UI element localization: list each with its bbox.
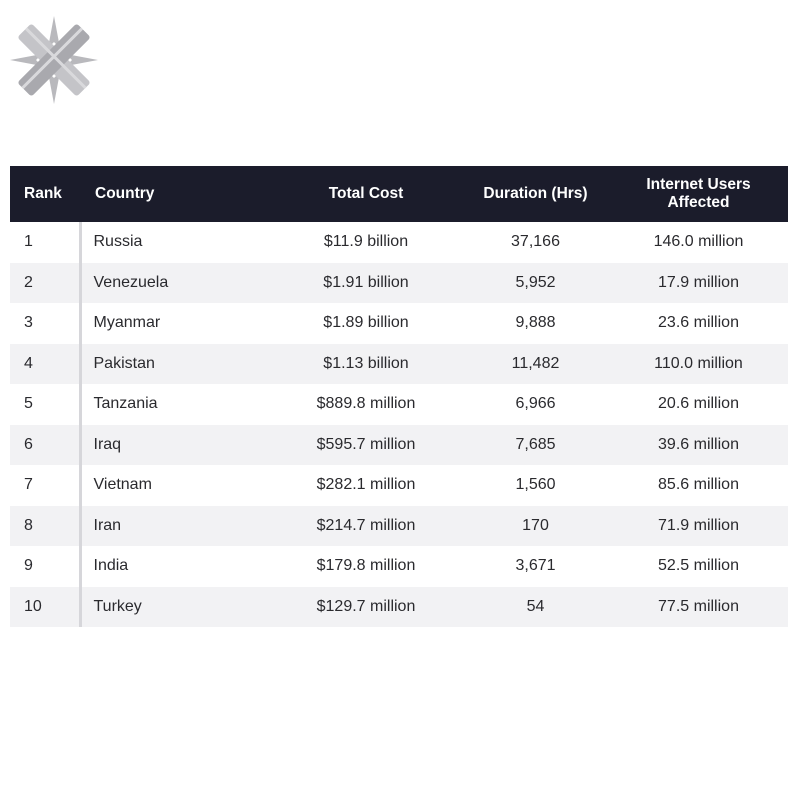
cell-total-cost: $214.7 million [316,516,416,534]
cell-rank: 10 [10,587,80,628]
table-row [10,465,788,506]
header-internet-users [609,166,788,222]
table-body [10,222,788,627]
header-rank: Rank [24,185,62,202]
cell-duration: 170 [522,516,549,534]
cell-users-affected: 39.6 million [658,435,739,453]
cell-total-cost: $179.8 million [316,557,416,575]
cell-country: Pakistan [93,354,155,372]
cell-users-affected: 77.5 million [658,597,739,615]
cell-total-cost: $1.13 billion [323,354,409,372]
cell-total-cost: $889.8 million [316,395,416,413]
cell-total-cost: $282.1 million [316,476,416,494]
cell-country: Iran [93,516,122,534]
header-duration: Duration (Hrs) [483,185,588,202]
cell-duration: 9,888 [515,314,556,332]
cell-country: Tanzania [93,395,158,413]
cell-total-cost: $1.91 billion [323,273,409,291]
cell-duration: 6,966 [515,395,556,413]
cell-rank: 3 [10,303,80,344]
cell-rank: 2 [10,263,80,304]
header-internet-users-line1: Internet Users [646,176,751,193]
table-row [10,587,788,628]
cell-duration: 1,560 [515,476,556,494]
cell-rank: 7 [10,465,80,506]
cell-duration: 3,671 [515,557,556,575]
cell-duration: 5,952 [515,273,556,291]
cell-rank: 8 [10,506,80,547]
cell-users-affected: 146.0 million [653,233,744,251]
table-row [10,222,788,263]
cell-country: Russia [93,233,143,251]
cell-total-cost: $129.7 million [316,597,416,615]
cell-users-affected: 85.6 million [658,476,739,494]
table-row [10,384,788,425]
table-row [10,425,788,466]
cell-duration: 54 [526,597,545,615]
cell-users-affected: 110.0 million [654,354,743,372]
cell-users-affected: 23.6 million [658,314,739,332]
cell-country: India [93,557,129,575]
cell-duration: 11,482 [511,354,560,372]
cell-rank: 6 [10,425,80,466]
header-total-cost: Total Cost [328,185,404,202]
table-row [10,263,788,304]
shutdown-cost-table [10,166,790,627]
cell-country: Vietnam [93,476,152,494]
table-row [10,344,788,385]
header-row [10,166,788,222]
cell-total-cost: $11.9 billion [323,233,409,251]
cell-rank: 5 [10,384,80,425]
cell-users-affected: 71.9 million [658,516,739,534]
cell-users-affected: 52.5 million [658,557,739,575]
cell-duration: 7,685 [515,435,556,453]
cell-country: Myanmar [93,314,161,332]
cell-country: Turkey [93,597,142,615]
header-internet-users-line2: Affected [667,194,730,211]
table-row [10,506,788,547]
table-row [10,546,788,587]
cell-total-cost: $1.89 billion [323,314,409,332]
table-header [10,166,788,222]
cell-rank: 1 [10,222,80,263]
cell-rank: 9 [10,546,80,587]
cell-rank: 4 [10,344,80,385]
shutdown-cost-table-container [10,166,788,627]
cell-country: Venezuela [93,273,169,291]
cell-duration: 37,166 [511,233,560,251]
table-row [10,303,788,344]
cell-users-affected: 20.6 million [658,395,739,413]
cell-total-cost: $595.7 million [316,435,416,453]
header-country: Country [95,185,155,202]
crossed-bars-logo-icon [6,12,102,108]
cell-country: Iraq [93,435,122,453]
cell-users-affected: 17.9 million [658,273,739,291]
